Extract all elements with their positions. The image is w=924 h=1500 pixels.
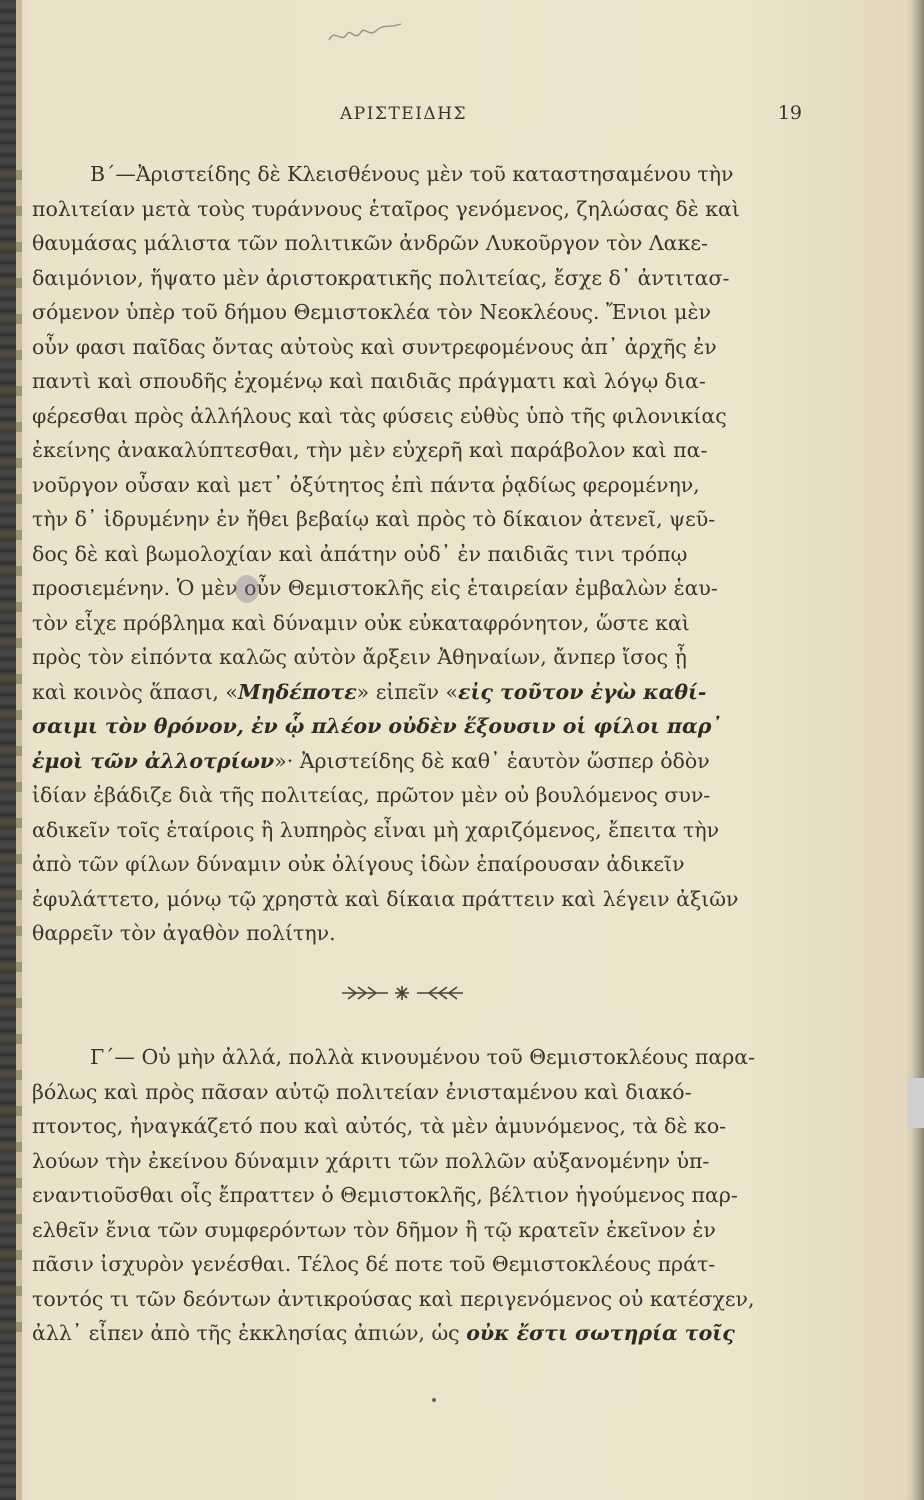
print-speck — [432, 1398, 436, 1402]
text-line: βόλως καὶ πρὸς πᾶσαν αὐτῷ πολιτείαν ἐνισταμένου καὶ διακό- — [32, 1079, 692, 1104]
text-run: »· Ἀριστείδης δὲ καθ᾽ ἑαυτὸν ὥσπερ ὁδὸν — [274, 748, 710, 773]
paragraph-1 — [32, 157, 802, 951]
text-line: Β΄—Ἀριστείδης δὲ Κλεισθένους μὲν τοῦ καταστησαμένου τὴν — [90, 162, 734, 186]
emphasis-quote: Μηδέποτε — [237, 679, 357, 704]
text-line: λούων τὴν ἐκείνου δύναμιν χάριτι τῶν πολλῶν αὐξανομένην ὑπ- — [32, 1148, 710, 1173]
text-line: προσιεμένην. Ὁ μὲν οὖν Θεμιστοκλῆς εἰς ἑταιρείαν ἐμβαλὼν ἑαυ- — [32, 576, 718, 600]
text-line: σόμενον ὑπὲρ τοῦ δήμου Θεμιστοκλέα τὸν Νεοκλέους. Ἔνιοι μὲν — [32, 300, 711, 324]
text-line: νοῦργον οὖσαν καὶ μετ᾽ ὀξύτητος ἐπὶ πάντα ῥᾳδίως φερομένην, — [32, 472, 700, 497]
page-number: 19 — [777, 102, 802, 124]
text-line: ἐφυλάττετο, μόνῳ τῷ χρηστὰ καὶ δίκαια πράττειν καὶ λέγειν ἀξιῶν — [32, 886, 739, 911]
text-line: θαυμάσας μάλιστα τῶν πολιτικῶν ἀνδρῶν Λυκοῦργον τὸν Λακε- — [32, 231, 708, 255]
text-line: Γ΄— Οὐ μὴν ἀλλά, πολλὰ κινουμένου τοῦ Θεμιστοκλέους παρα- — [90, 1045, 756, 1069]
text-line: τοντός τι τῶν δεόντων ἀντικρούσας καὶ περιγενόμενος οὐ κατέσχεν, — [32, 1286, 755, 1311]
emphasis-quote: οὐκ ἔστι σωτηρία τοῖς — [466, 1321, 735, 1345]
facing-page-margin — [0, 170, 22, 1350]
text-line: παντὶ καὶ σπουδῆς ἐχομένῳ καὶ παιδιᾶς πράγματι καὶ λόγῳ δια- — [32, 369, 706, 393]
ornament-divider-icon — [340, 980, 465, 1006]
emphasis-quote-line: σαιμι τὸν θρόνον, ἐν ᾧ πλέον οὐδὲν ἕξουσιν οἱ φίλοι παρ᾽ — [32, 714, 722, 738]
text-line: ἐκείνης ἀνακαλύπτεσθαι, τὴν μὲν εὐχερῆ καὶ παράβολον καὶ πα- — [32, 438, 708, 462]
text-line: πᾶσιν ἰσχυρὸν γενέσθαι. Τέλος δέ ποτε τοῦ Θεμιστοκλέους πράτ- — [32, 1252, 716, 1276]
text-line — [32, 1316, 802, 1351]
text-line: πολιτείαν μετὰ τοὺς τυράννους ἑταῖρος γενόμενος, ζηλώσας δὲ καὶ — [32, 196, 740, 221]
text-line: πτοντος, ἠναγκάζετό που καὶ αὐτός, τὰ μὲν ἀμυνόμενος, τὰ δὲ κο- — [32, 1114, 727, 1138]
text-line: τὴν δ᾽ ἱδρυμένην ἐν ἤθει βεβαίῳ καὶ πρὸς τὸ δίκαιον ἀτενεῖ, ψεῦ- — [32, 507, 716, 531]
text-line: ἰδίαν ἐβάδιζε διὰ τῆς πολιτείας, πρῶτον μὲν οὐ βουλόμενος συν- — [32, 783, 711, 807]
paragraph-2 — [32, 1040, 802, 1351]
page-tear — [908, 1078, 924, 1128]
text-line: δαιμόνιον, ἥψατο μὲν ἀριστοκρατικῆς πολιτείας, ἔσχε δ᾽ ἀντιτασ- — [32, 265, 730, 290]
text-line: φέρεσθαι πρὸς ἀλλήλους καὶ τὰς φύσεις εὐθὺς ὑπὸ τῆς φιλονικίας — [32, 403, 727, 428]
page-header — [60, 104, 802, 134]
text-line: θαρρεῖν τὸν ἀγαθὸν πολίτην. — [32, 921, 336, 945]
text-line: τὸν εἶχε πρόβλημα καὶ δύναμιν οὐκ εὐκαταφρόνητον, ὥστε καὶ — [32, 610, 690, 635]
text-run: ἀλλ᾽ εἶπεν ἀπὸ τῆς ἐκκλησίας ἀπιών, ὡς — [32, 1321, 467, 1345]
text-line: εναντιοῦσθαι οἷς ἔπραττεν ὁ Θεμιστοκλῆς, βέλτιον ἡγούμενος παρ- — [32, 1183, 738, 1207]
text-line: ἀπὸ τῶν φίλων δύναμιν οὐκ ὀλίγους ἰδὼν ἐπαίρουσαν ἀδικεῖν — [32, 852, 685, 876]
text-line: δος δὲ καὶ βωμολοχίαν καὶ ἀπάτην οὐδ᾽ ἐν παιδιᾶς τινι τρόπῳ — [32, 541, 688, 566]
text-line — [32, 744, 802, 779]
text-line: αδικεῖν τοῖς ἑταίροις ἢ λυπηρὸς εἶναι μὴ χαριζόμενος, ἔπειτα τὴν — [32, 817, 720, 842]
text-line: πρὸς τὸν εἰπόντα καλῶς αὐτὸν ἄρξειν Ἀθηναίων, ἄνπερ ἴσος ᾖ — [32, 645, 687, 669]
running-head: ΑΡΙΣΤΕΙΔΗΣ — [340, 104, 468, 124]
text-line: ελθεῖν ἔνια τῶν συμφερόντων τὸν δῆμον ἢ τῷ κρατεῖν ἐκεῖνον ἐν — [32, 1217, 716, 1242]
text-line: οὖν φασι παῖδας ὄντας αὐτοὺς καὶ συντρεφομένους ἀπ᾽ ἀρχῆς ἐν — [32, 334, 717, 359]
emphasis-quote: ἐμοὶ τῶν ἀλλοτρίων — [32, 748, 275, 773]
emphasis-quote: εἰς τοῦτον ἐγὼ καθί- — [458, 679, 707, 704]
ink-stain — [235, 575, 259, 603]
pencil-scribble-icon — [325, 18, 405, 48]
text-run: καὶ κοινὸς ἅπασι, « — [32, 679, 238, 704]
page-edge-shadow — [910, 0, 924, 1500]
text-run: » εἰπεῖν « — [356, 679, 459, 704]
text-line — [32, 675, 802, 710]
